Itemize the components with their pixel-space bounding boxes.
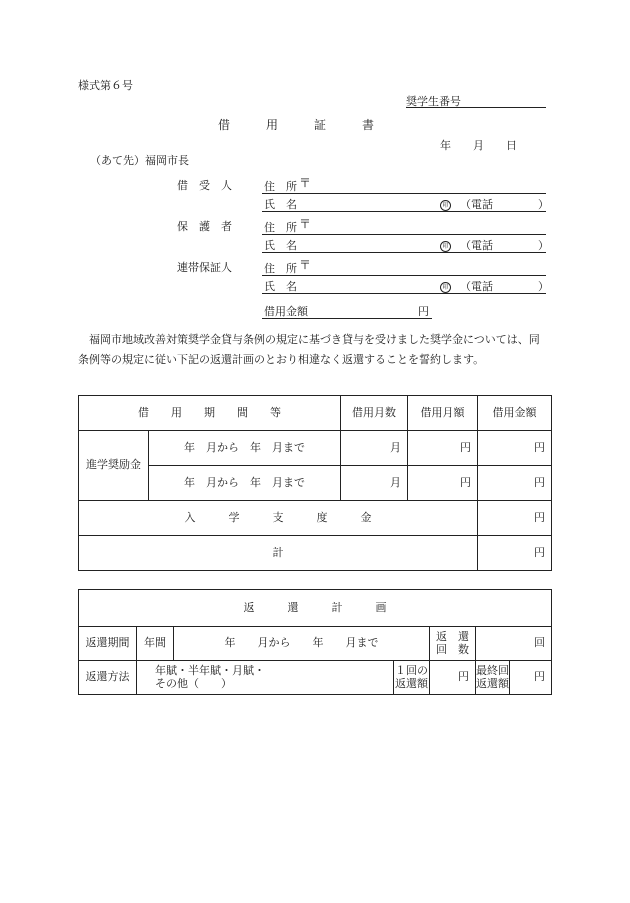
table-row <box>79 661 552 695</box>
guarantor-name-label: 氏 名 <box>264 280 297 293</box>
postal-mark-icon: 〒 <box>299 217 312 231</box>
months-cell[interactable]: 月 <box>341 466 408 501</box>
document-title: 借 用 証 書 <box>218 118 375 132</box>
repayment-period-cell[interactable]: 年 月から 年 月まで <box>174 627 430 661</box>
encouragement-fund-label: 進学奨励金 <box>79 431 149 501</box>
loan-amount-field[interactable] <box>262 318 432 319</box>
final-payment-cell[interactable]: 円 <box>510 661 552 695</box>
borrower-name-label: 氏 名 <box>264 198 297 211</box>
loan-amount-label: 借用金額 <box>264 305 308 318</box>
table-row <box>79 627 552 661</box>
loan-details-table <box>78 395 552 571</box>
monthly-cell[interactable]: 円 <box>408 431 478 466</box>
borrower-name-field[interactable] <box>262 211 546 212</box>
repayment-count-cell[interactable]: 回 <box>476 627 552 661</box>
student-number-field[interactable] <box>406 107 546 108</box>
header-amount: 借用金額 <box>478 396 552 431</box>
amount-cell[interactable]: 円 <box>478 431 552 466</box>
amount-cell[interactable]: 円 <box>478 466 552 501</box>
borrower-address-field[interactable] <box>262 193 546 194</box>
party-role-borrower: 借 受 人 <box>177 179 232 192</box>
period-cell[interactable]: 年 月から 年 月まで <box>149 466 341 501</box>
repayment-plan-table <box>78 589 552 695</box>
repayment-period-label: 返還期間 <box>79 627 137 661</box>
guardian-name-label: 氏 名 <box>264 239 297 252</box>
table-row <box>79 536 552 571</box>
guardian-address-label: 住 所 〒 <box>264 217 312 234</box>
per-payment-label: １回の 返還額 <box>394 661 430 695</box>
party-role-guarantor: 連帯保証人 <box>177 261 232 274</box>
guarantor-address-field[interactable] <box>262 275 546 276</box>
plan-title-row <box>79 590 552 627</box>
date-field[interactable]: 年 月 日 <box>440 139 517 152</box>
repayment-method-label: 返還方法 <box>79 661 137 695</box>
table-row <box>79 466 552 501</box>
student-number-label: 奨学生番号 <box>406 95 461 108</box>
years-cell[interactable]: 年間 <box>137 627 174 661</box>
guardian-address-field[interactable] <box>262 234 546 235</box>
table-header-row <box>79 396 552 431</box>
period-cell[interactable]: 年 月から 年 月まで <box>149 431 341 466</box>
repayment-count-label: 返 還 回 数 <box>430 627 476 661</box>
total-amount-cell[interactable]: 円 <box>478 536 552 571</box>
guarantor-name-field[interactable] <box>262 293 546 294</box>
guarantor-phone-label: （電話 <box>460 280 493 293</box>
repayment-method-cell[interactable]: 年賦・半年賦・月賦・ その他（ ） <box>137 661 394 695</box>
addressee: （あて先）福岡市長 <box>90 154 189 167</box>
total-label: 計 <box>79 536 478 571</box>
seal-mark-icon: 印 <box>440 281 451 293</box>
guarantor-phone-close: ） <box>538 280 549 293</box>
header-period: 借 用 期 間 等 <box>79 396 341 431</box>
loan-amount-unit: 円 <box>418 305 429 318</box>
party-role-guardian: 保 護 者 <box>177 220 232 233</box>
borrower-address-label: 住 所 〒 <box>264 176 312 193</box>
header-months: 借用月数 <box>341 396 408 431</box>
guardian-name-field[interactable] <box>262 252 546 253</box>
form-number: 様式第６号 <box>78 79 133 92</box>
guardian-phone-close: ） <box>538 239 549 252</box>
postal-mark-icon: 〒 <box>299 176 312 190</box>
borrower-phone-label: （電話 <box>460 198 493 211</box>
final-payment-label: 最終回 返還額 <box>476 661 510 695</box>
pledge-text: 福岡市地域改善対策奨学金貸与条例の規定に基づき貸与を受けました奨学金については、同条例等の規定に従い下記の返還計画のとおり相違なく返還することを誓約します。 <box>78 333 540 366</box>
seal-mark-icon: 印 <box>440 199 451 211</box>
guarantor-address-label: 住 所 〒 <box>264 258 312 275</box>
table-row <box>79 501 552 536</box>
admission-fund-label: 入 学 支 度 金 <box>79 501 478 536</box>
repayment-plan-title: 返 還 計 画 <box>79 590 552 627</box>
monthly-cell[interactable]: 円 <box>408 466 478 501</box>
table-row <box>79 431 552 466</box>
borrower-phone-close: ） <box>538 198 549 211</box>
per-payment-cell[interactable]: 円 <box>430 661 476 695</box>
admission-amount-cell[interactable]: 円 <box>478 501 552 536</box>
seal-mark-icon: 印 <box>440 240 451 252</box>
postal-mark-icon: 〒 <box>299 258 312 272</box>
months-cell[interactable]: 月 <box>341 431 408 466</box>
header-monthly: 借用月額 <box>408 396 478 431</box>
guardian-phone-label: （電話 <box>460 239 493 252</box>
